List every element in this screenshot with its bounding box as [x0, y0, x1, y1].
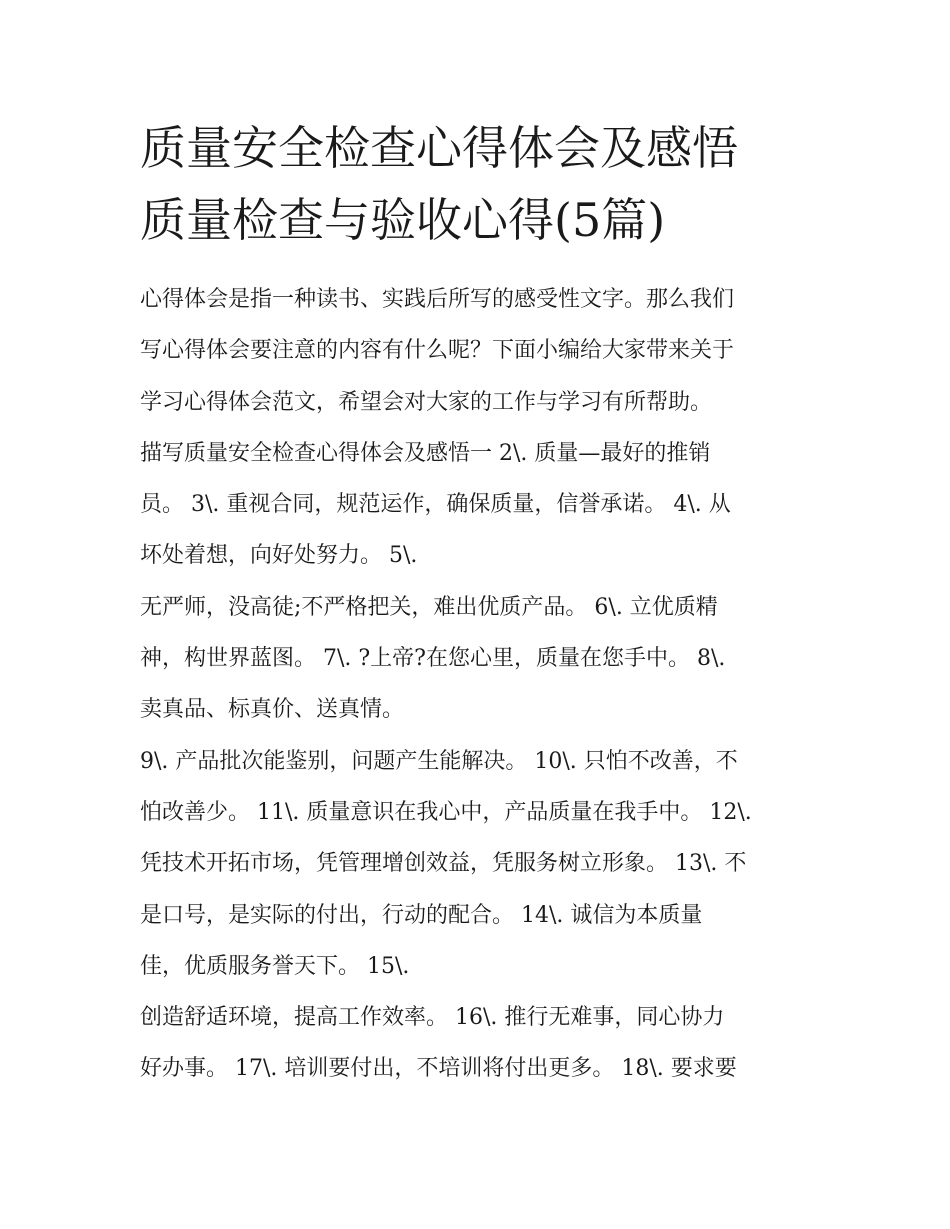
- body-line: 是口号，是实际的付出，行动的配合。 14\. 诚信为本质量: [140, 902, 703, 928]
- body-line: 创造舒适环境，提高工作效率。 16\. 推行无难事，同心协力: [140, 1005, 725, 1031]
- title-line: 质量检查与验收心得(5篇): [140, 193, 666, 247]
- body-line: 凭技术开拓市场，凭管理增创效益，凭服务树立形象。 13\. 不: [140, 851, 747, 877]
- body-line: 学习心得体会范文，希望会对大家的工作与学习有所帮助。: [140, 389, 713, 415]
- document-title: [140, 112, 840, 256]
- body-line: 怕改善少。 11\. 质量意识在我心中，产品质量在我手中。 12\.: [140, 799, 752, 825]
- body-line: 卖真品、标真价、送真情。: [140, 697, 405, 723]
- body-line: 神，构世界蓝图。 7\. ?上帝?在您心里，质量在您手中。 8\.: [140, 646, 726, 672]
- title-line: 质量安全检查心得体会及感悟: [140, 121, 738, 175]
- body-line: 写心得体会要注意的内容有什么呢？下面小编给大家带来关于: [140, 338, 735, 364]
- document-body: [140, 274, 830, 1095]
- body-line: 佳，优质服务誉天下。 15\.: [140, 953, 410, 979]
- body-line: 描写质量安全检查心得体会及感悟一 2\. 质量—最好的推销: [140, 440, 711, 466]
- body-line: 无严师，没高徒;不严格把关，难出优质产品。 6\. 立优质精: [140, 594, 718, 620]
- body-line: 9\. 产品批次能鉴别，问题产生能解决。 10\. 只怕不改善，不: [140, 748, 738, 774]
- body-line: 员。 3\. 重视合同，规范运作，确保质量，信誉承诺。 4\. 从: [140, 492, 731, 518]
- body-line: 坏处着想，向好处努力。 5\.: [140, 543, 418, 569]
- body-line: 好办事。 17\. 培训要付出，不培训将付出更多。 18\. 要求要: [140, 1056, 737, 1082]
- body-line: 心得体会是指一种读书、实践后所写的感受性文字。那么我们: [140, 287, 735, 312]
